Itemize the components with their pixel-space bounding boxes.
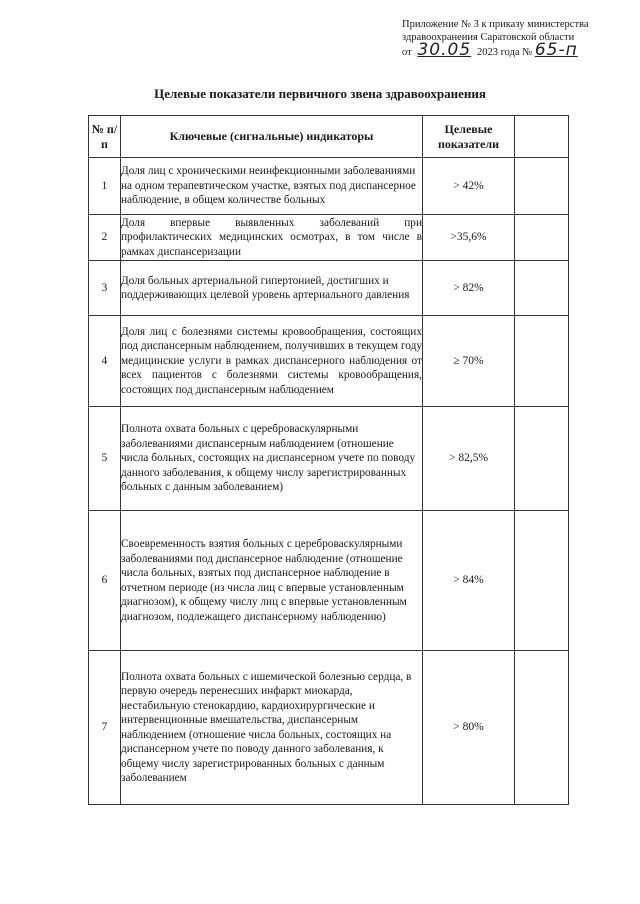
row-indicator: Доля лиц с хроническими неинфекционными заболеваниями на одном терапевтическом участке, взятых под диспансерное наблюдение, в общем количестве больных	[121, 158, 423, 215]
row-empty-cell	[515, 158, 569, 215]
row-indicator: Доля больных артериальной гипертонией, достигших и поддерживающих целевой уровень артериального давления	[121, 261, 423, 316]
row-number: 1	[89, 158, 121, 215]
col-header-target: Целевые показатели	[423, 116, 515, 158]
row-target: > 80%	[423, 651, 515, 805]
row-number: 5	[89, 407, 121, 511]
row-empty-cell	[515, 651, 569, 805]
header-date-line	[402, 40, 634, 60]
row-number: 2	[89, 215, 121, 261]
col-header-indicator: Ключевые (сигнальные) индикаторы	[121, 116, 423, 158]
row-empty-cell	[515, 261, 569, 316]
table-row	[89, 511, 569, 651]
row-indicator: Полнота охвата больных с ишемической болезнью сердца, в первую очередь перенесших инфаркт миокарда, нестабильную стенокардию, кардиохирургические и интервенционные вмешательства, диспансерным наблюдением (отношение числа больных, состоящих на диспансерном учете по поводу данного заболевания, к общему числу зарегистрированных больных с данным заболеванием	[121, 651, 423, 805]
row-target: >35,6%	[423, 215, 515, 261]
row-empty-cell	[515, 407, 569, 511]
from-label: от	[402, 47, 412, 58]
table-header-row	[89, 116, 569, 158]
row-indicator: Своевременность взятия больных с цереброваскулярными заболеваниями под диспансерное наблюдение (отношение числа больных, взятых под диспансерное наблюдение в отчетном периоде (из числа лиц с впервые установленным диагнозом), к общему числу лиц с впервые установленным диагнозом, подлежащего диспансерному наблюдению)	[121, 511, 423, 651]
handwritten-order-number: 65-п	[534, 40, 578, 60]
row-number: 3	[89, 261, 121, 316]
row-target: > 42%	[423, 158, 515, 215]
row-indicator: Доля лиц с болезнями системы кровообращения, состоящих под диспансерным наблюдением, получивших в текущем году медицинские услуги в рамках диспансерного наблюдения от всех пациентов с болезнями системы кровообращения, состоящих под диспансерным наблюдением	[121, 316, 423, 407]
row-number: 6	[89, 511, 121, 651]
handwritten-date: 30.05	[417, 40, 472, 60]
row-indicator: Полнота охвата больных с цереброваскулярными заболеваниями диспансерным наблюдением (отношение числа больных, состоящих на диспансерном учете по поводу данного заболевания, к общему числу зарегистрированных больных с данным заболеванием)	[121, 407, 423, 511]
row-target: ≥ 70%	[423, 316, 515, 407]
row-target: > 84%	[423, 511, 515, 651]
col-header-num: № п/п	[89, 116, 121, 158]
row-empty-cell	[515, 316, 569, 407]
row-empty-cell	[515, 215, 569, 261]
header-line-1: Приложение № 3 к приказу министерства	[402, 19, 589, 30]
order-header	[402, 18, 634, 59]
row-number: 7	[89, 651, 121, 805]
table-row	[89, 651, 569, 805]
table-row	[89, 158, 569, 215]
table-row	[89, 215, 569, 261]
table-row	[89, 316, 569, 407]
col-header-empty	[515, 116, 569, 158]
row-number: 4	[89, 316, 121, 407]
row-target: > 82,5%	[423, 407, 515, 511]
year-number-label: 2023 года №	[476, 47, 533, 58]
header-line-2: здравоохранения Саратовской области	[402, 32, 575, 43]
row-indicator: Доля впервые выявленных заболеваний при профилактических медицинских осмотрах, в том числе в рамках диспансеризации	[121, 215, 423, 261]
indicators-table	[88, 115, 569, 805]
table-row	[89, 407, 569, 511]
table-row	[89, 261, 569, 316]
row-empty-cell	[515, 511, 569, 651]
page-title: Целевые показатели первичного звена здравоохранения	[154, 86, 486, 101]
row-target: > 82%	[423, 261, 515, 316]
